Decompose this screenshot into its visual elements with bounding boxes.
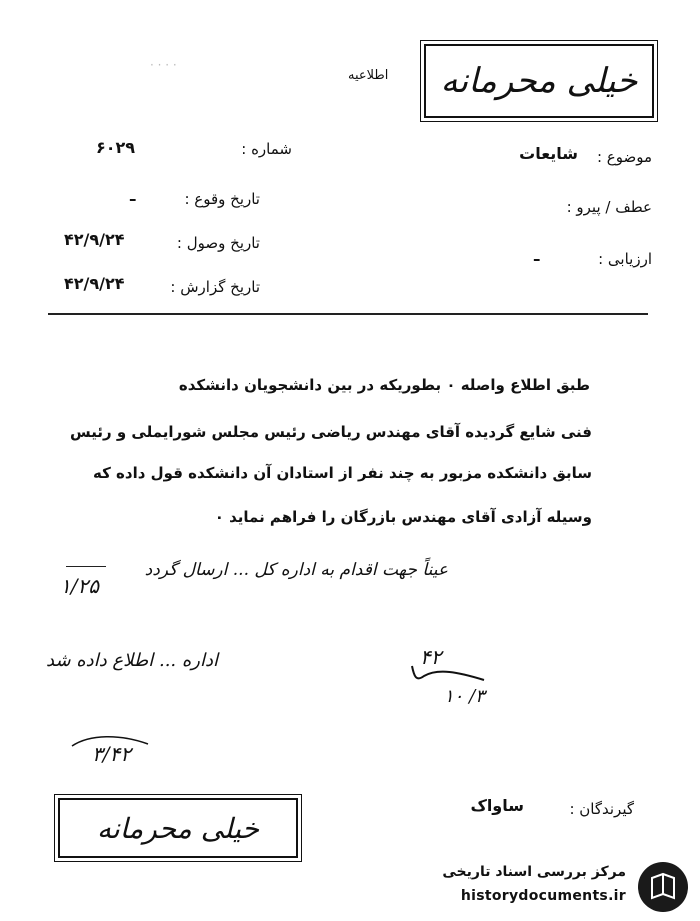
number-value: ۶۰۲۹ (96, 138, 136, 157)
handwritten-instruction-ref: ۱/۲۵ (60, 574, 99, 598)
instruction-underline (66, 566, 106, 567)
classification-stamp-top (424, 44, 654, 118)
ref-bottom-curve (70, 732, 150, 752)
header-divider (48, 313, 648, 315)
handwritten-note-left: اداره ... اطلاع داده شد (46, 650, 218, 671)
signature-icon (408, 662, 488, 686)
body-line-1: طبق اطلاع واصله ٠ بطوریکه در بین دانشجویان دانشکده (178, 376, 590, 394)
watermark-title: مرکز بررسی اسناد تاریخی (442, 864, 626, 880)
recipients-label: گیرندگان : (569, 800, 634, 818)
receipt-date-value: ۴۲/۹/۲۴ (64, 230, 125, 249)
recipients-value: ساواک (470, 796, 524, 815)
curve-icon (70, 732, 150, 752)
archive-watermark (410, 860, 688, 914)
evaluation-value: ـ (534, 246, 540, 265)
archive-logo-icon (638, 862, 688, 912)
body-line-3: سابق دانشکده مزبور به چند نفر از استادان آن دانشکده قول داده که (93, 464, 592, 482)
subject-label: موضوع : (596, 148, 652, 166)
info-tag: اطلاعیه (348, 68, 389, 83)
report-date-value: ۴۲/۹/۲۴ (64, 274, 125, 293)
report-date-label: تاریخ گزارش : (170, 278, 260, 296)
classification-text: خیلی محرمانه (440, 61, 638, 101)
number-label: شماره : (241, 140, 292, 158)
watermark-url: historydocuments.ir (460, 888, 626, 904)
classification-stamp-bottom (58, 798, 298, 858)
handwritten-instruction: عیناً جهت اقدام به اداره کل ... ارسال گردد (144, 560, 448, 580)
handwritten-initials-right: ۴۲ (420, 645, 442, 669)
subject-value: شایعات (519, 144, 578, 163)
incident-date-label: تاریخ وقوع : (184, 190, 260, 208)
evaluation-label: ارزیابی : (598, 250, 652, 268)
receipt-date-label: تاریخ وصول : (176, 234, 260, 252)
followup-label: عطف / پیرو : (566, 198, 652, 216)
handwritten-date-right: ۳/ ۱۰ (444, 686, 485, 707)
incident-date-value: ـ (130, 186, 136, 205)
body-line-2: فنی شایع گردیده آقای مهندس ریاضی رئیس مجلس شورایملی و رئیس (70, 423, 592, 441)
signature-stroke (408, 662, 488, 686)
book-icon (638, 862, 688, 912)
faint-marks: · · · · (150, 58, 177, 72)
body-line-4: وسیله آزادی آقای مهندس بازرگان را فراهم نماید ٠ (214, 508, 592, 526)
classification-text-bottom: خیلی محرمانه (96, 811, 260, 845)
handwritten-ref-bottom: ۳/۴۲ (92, 742, 131, 766)
